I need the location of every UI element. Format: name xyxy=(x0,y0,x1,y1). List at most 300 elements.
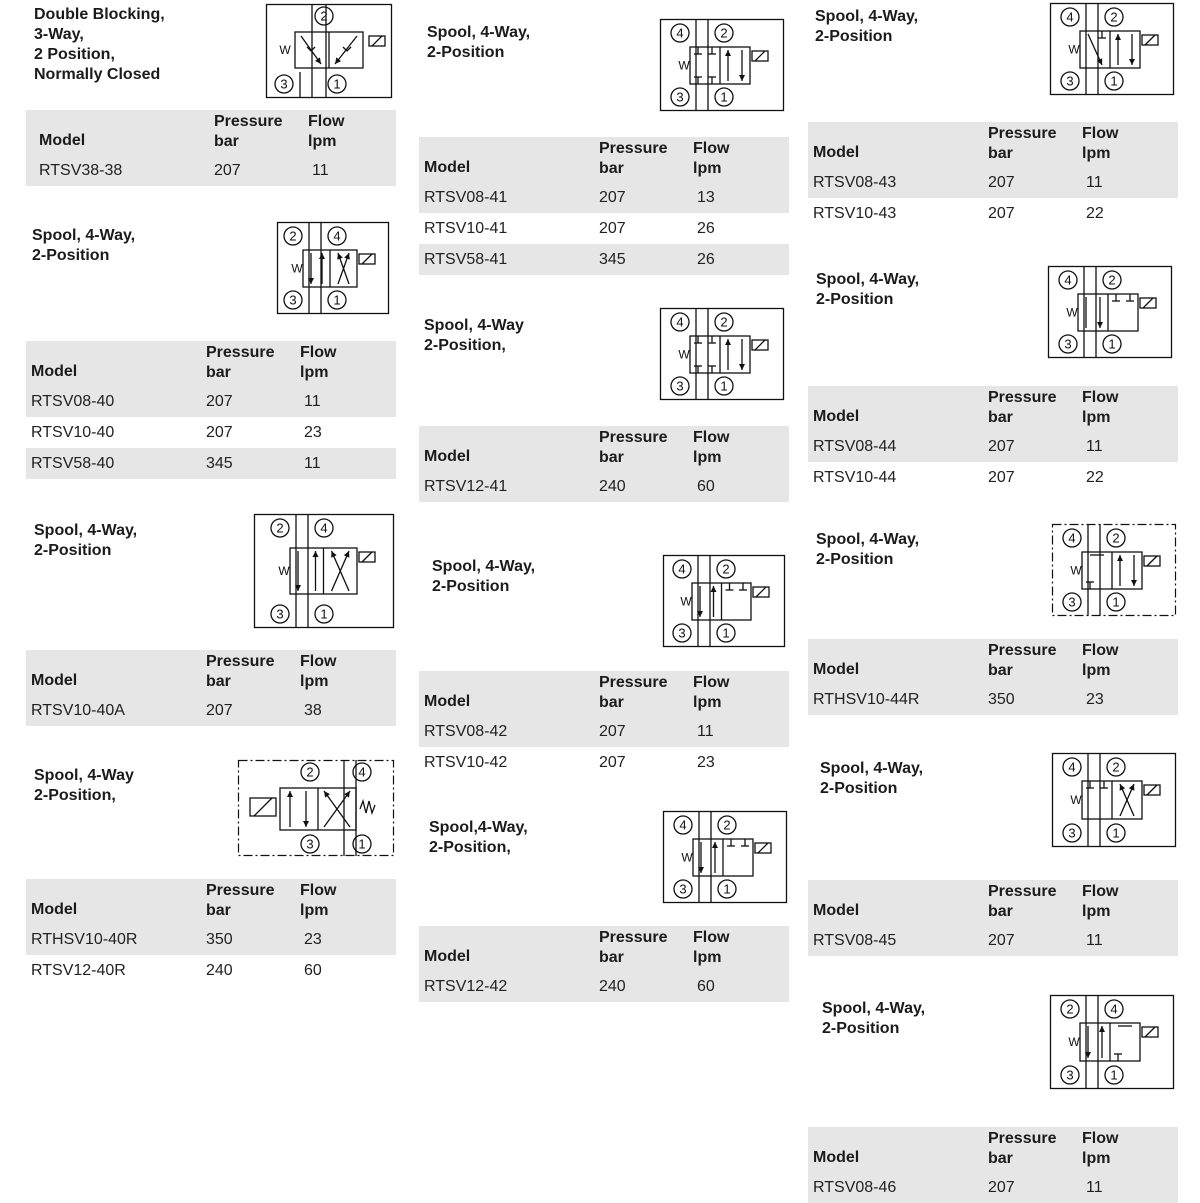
hydraulic-symbol-diagram xyxy=(663,811,787,903)
cell-flow: 23 xyxy=(304,931,322,948)
table-row xyxy=(26,955,396,986)
column-header-flow: Flow xyxy=(308,113,345,130)
column-header-model: Model xyxy=(813,661,860,678)
spring-symbol xyxy=(360,801,375,813)
valve-symbol xyxy=(661,308,784,400)
column-header-pressure-unit: bar xyxy=(599,160,624,177)
solenoid-slash xyxy=(756,587,766,597)
column-header-pressure: Pressure xyxy=(599,429,668,446)
spec-table xyxy=(808,880,1178,956)
port-number: 3 xyxy=(679,881,687,897)
valve-title xyxy=(32,226,135,266)
table-row xyxy=(808,167,1178,198)
column-header-flow: Flow xyxy=(693,674,730,691)
column-header-model: Model xyxy=(813,1149,860,1166)
port-number: 2 xyxy=(1110,9,1118,25)
arrow-head xyxy=(324,791,330,798)
title-line: 2-Position, xyxy=(429,839,511,856)
title-line: 2-Position, xyxy=(424,337,506,354)
column-header-pressure: Pressure xyxy=(988,125,1057,142)
column-header-model: Model xyxy=(31,901,78,918)
valve-symbol xyxy=(1051,995,1174,1089)
valve-symbol xyxy=(664,811,787,903)
cell-pressure: 207 xyxy=(988,438,1015,455)
column-header-pressure-unit: bar xyxy=(988,409,1013,426)
port-number: 2 xyxy=(720,314,728,330)
valve-symbol xyxy=(661,19,784,111)
arrow-head xyxy=(303,821,309,827)
cell-flow: 11 xyxy=(1086,174,1103,191)
port-number: 4 xyxy=(1110,1001,1118,1017)
port-number: 4 xyxy=(1068,759,1076,775)
title-line: 2-Position, xyxy=(34,787,116,804)
cell-pressure: 207 xyxy=(988,174,1015,191)
cell-model: RTHSV10-40R xyxy=(31,931,138,948)
title-line: Spool, 4-Way, xyxy=(816,531,920,548)
port-number: 3 xyxy=(1066,73,1074,89)
solenoid-slash xyxy=(1145,35,1155,45)
column-header-model: Model xyxy=(424,159,471,176)
title-line: 2-Position xyxy=(820,780,898,797)
column-header-model: Model xyxy=(424,693,471,710)
spec-table xyxy=(419,426,789,502)
arrow-head xyxy=(313,551,319,557)
valve-title xyxy=(34,521,137,561)
hydraulic-symbol-diagram xyxy=(663,555,785,647)
hydraulic-symbol-diagram xyxy=(660,308,784,400)
cell-flow: 11 xyxy=(1086,1179,1103,1196)
table-row xyxy=(419,747,789,778)
solenoid-slash xyxy=(755,340,765,350)
port-number: 3 xyxy=(1066,1067,1074,1083)
port-number: 2 xyxy=(1112,759,1120,775)
cell-flow: 11 xyxy=(304,393,321,410)
spec-table xyxy=(26,110,396,186)
cell-flow: 23 xyxy=(697,754,715,771)
column-header-flow: Flow xyxy=(693,140,730,157)
valve-symbol xyxy=(664,555,785,647)
port-number: 3 xyxy=(276,606,284,622)
column-header-flow: Flow xyxy=(693,429,730,446)
port-number: 2 xyxy=(723,817,731,833)
title-line: Spool, 4-Way xyxy=(34,767,134,784)
valve-title xyxy=(820,759,923,799)
column-header-flow: Flow xyxy=(300,882,337,899)
column-header-pressure: Pressure xyxy=(206,882,275,899)
cell-pressure: 240 xyxy=(599,478,626,495)
hydraulic-symbol-diagram xyxy=(1048,266,1172,358)
cell-model: RTSV08-43 xyxy=(813,174,897,191)
column-header-pressure: Pressure xyxy=(988,883,1057,900)
table-row xyxy=(419,716,789,747)
hydraulic-symbol-diagram xyxy=(266,4,392,98)
cell-model: RTSV10-41 xyxy=(424,220,508,237)
solenoid-slash xyxy=(1147,556,1157,566)
port-number: 1 xyxy=(320,606,328,622)
port-number: 2 xyxy=(1108,272,1116,288)
column-header-model: Model xyxy=(813,902,860,919)
arrow-head xyxy=(344,791,350,798)
column-header-flow-unit: lpm xyxy=(1082,662,1111,679)
column-header-pressure-unit: bar xyxy=(988,903,1013,920)
arrow-head xyxy=(287,791,293,797)
spring-label: W xyxy=(279,43,291,57)
valve-title xyxy=(815,7,918,47)
arrow-head xyxy=(1099,1026,1105,1032)
column-header-flow: Flow xyxy=(1082,389,1119,406)
port-number: 1 xyxy=(720,89,728,105)
port-number: 2 xyxy=(1112,530,1120,546)
port-number: 1 xyxy=(722,625,730,641)
valve-symbol xyxy=(267,4,392,98)
column-header-pressure-unit: bar xyxy=(214,133,239,150)
cell-model: RTSV10-40A xyxy=(31,702,125,719)
arrow-head xyxy=(315,57,321,64)
table-row xyxy=(419,244,789,275)
cell-pressure: 350 xyxy=(206,931,233,948)
solenoid-slash xyxy=(1147,785,1157,795)
arrow-head xyxy=(725,339,731,345)
port-number: 4 xyxy=(1066,9,1074,25)
title-line: 2 Position, xyxy=(34,46,115,63)
table-row xyxy=(808,462,1178,493)
port-number: 1 xyxy=(333,292,341,308)
cell-pressure: 207 xyxy=(988,205,1015,222)
title-line: Spool, 4-Way xyxy=(424,317,524,334)
column-header-pressure: Pressure xyxy=(206,653,275,670)
column-header-flow: Flow xyxy=(300,344,337,361)
valve-title xyxy=(822,999,925,1039)
title-line: 3-Way, xyxy=(34,26,84,43)
column-header-pressure: Pressure xyxy=(599,140,668,157)
column-header-flow: Flow xyxy=(1082,883,1119,900)
cell-flow: 26 xyxy=(697,220,715,237)
port-number: 4 xyxy=(1064,272,1072,288)
column-header-pressure: Pressure xyxy=(988,642,1057,659)
cell-model: RTSV12-40R xyxy=(31,962,126,979)
port-number: 1 xyxy=(333,76,341,92)
port-number: 1 xyxy=(723,881,731,897)
arrow-head xyxy=(711,586,717,592)
port-number: 4 xyxy=(678,561,686,577)
column-header-model: Model xyxy=(424,948,471,965)
column-header-pressure-unit: bar xyxy=(206,673,231,690)
valve-title xyxy=(424,316,524,356)
cell-flow: 26 xyxy=(697,251,715,268)
port-number: 3 xyxy=(289,292,297,308)
solenoid-slash xyxy=(1145,1027,1155,1037)
column-header-flow: Flow xyxy=(1082,1130,1119,1147)
column-header-pressure-unit: bar xyxy=(599,449,624,466)
cell-model: RTSV10-40 xyxy=(31,424,115,441)
cell-flow: 22 xyxy=(1086,205,1104,222)
valve-symbol xyxy=(1053,524,1176,616)
column-header-flow-unit: lpm xyxy=(1082,145,1111,162)
port-number: 1 xyxy=(1110,1067,1118,1083)
table-row xyxy=(419,182,789,213)
cell-model: RTSV12-41 xyxy=(424,478,508,495)
spring-label: W xyxy=(1068,1035,1080,1049)
cell-model: RTHSV10-44R xyxy=(813,691,920,708)
cell-model: RTSV12-42 xyxy=(424,978,508,995)
table-row xyxy=(419,471,789,502)
cell-pressure: 207 xyxy=(988,1179,1015,1196)
cell-pressure: 207 xyxy=(599,723,626,740)
arrow-head xyxy=(1129,59,1135,65)
title-line: Normally Closed xyxy=(34,66,161,83)
table-row xyxy=(26,386,396,417)
cell-model: RTSV08-45 xyxy=(813,932,897,949)
column-header-flow-unit: lpm xyxy=(693,449,722,466)
spring-label: W xyxy=(278,564,290,578)
column-header-flow: Flow xyxy=(1082,125,1119,142)
title-line: 2-Position xyxy=(432,578,510,595)
port-number: 3 xyxy=(306,836,314,852)
column-header-pressure: Pressure xyxy=(599,929,668,946)
title-line: Spool, 4-Way, xyxy=(816,271,920,288)
solenoid-slash xyxy=(372,36,382,46)
port-number: 4 xyxy=(1068,530,1076,546)
spring-label: W xyxy=(1066,305,1078,320)
port-number: 3 xyxy=(280,76,288,92)
cell-model: RTSV10-44 xyxy=(813,469,897,486)
solenoid-slash xyxy=(362,254,372,264)
cell-pressure: 240 xyxy=(599,978,626,995)
cell-flow: 11 xyxy=(1086,932,1103,949)
title-line: 2-Position xyxy=(815,28,893,45)
spec-table xyxy=(808,386,1178,493)
column-header-model: Model xyxy=(39,132,86,149)
cell-model: RTSV08-40 xyxy=(31,393,115,410)
spec-table xyxy=(26,650,396,726)
port-number: 1 xyxy=(1108,336,1116,352)
hydraulic-symbol-diagram xyxy=(1050,995,1174,1089)
cell-flow: 11 xyxy=(1086,438,1103,455)
title-line: 2-Position xyxy=(816,291,894,308)
spring-label: W xyxy=(291,261,303,276)
port-number: 2 xyxy=(289,228,297,244)
title-line: Spool, 4-Way, xyxy=(432,558,536,575)
table-row xyxy=(808,1172,1178,1203)
valve-title xyxy=(34,766,134,806)
column-header-flow-unit: lpm xyxy=(1082,1150,1111,1167)
spring-label: W xyxy=(680,594,692,609)
spec-table xyxy=(808,122,1178,229)
cell-model: RTSV08-42 xyxy=(424,723,508,740)
hydraulic-symbol-diagram xyxy=(660,19,784,111)
solenoid-slash xyxy=(254,798,272,816)
title-line: 2-Position xyxy=(427,44,505,61)
valve-title xyxy=(427,23,530,63)
column-header-flow: Flow xyxy=(1082,642,1119,659)
cell-pressure: 240 xyxy=(206,962,233,979)
spring-label: W xyxy=(678,347,690,362)
column-header-flow-unit: lpm xyxy=(300,673,329,690)
spec-table xyxy=(808,639,1178,715)
hydraulic-symbol-diagram xyxy=(277,222,389,314)
cell-pressure: 207 xyxy=(599,220,626,237)
port-number: 2 xyxy=(320,8,328,24)
cell-pressure: 345 xyxy=(206,455,233,472)
cell-flow: 23 xyxy=(1086,691,1104,708)
table-row xyxy=(808,925,1178,956)
solenoid-slash xyxy=(755,51,765,61)
cell-model: RTSV10-43 xyxy=(813,205,897,222)
column-header-pressure-unit: bar xyxy=(206,364,231,381)
table-row xyxy=(26,695,396,726)
arrow-head xyxy=(1131,580,1137,586)
title-line: Spool, 4-Way, xyxy=(820,760,924,777)
cell-flow: 60 xyxy=(697,478,715,495)
solenoid-slash xyxy=(758,843,768,853)
hydraulic-symbol-diagram xyxy=(238,760,394,856)
title-line: 2-Position xyxy=(816,551,894,568)
cell-flow: 13 xyxy=(697,189,715,206)
cell-flow: 38 xyxy=(304,702,322,719)
cell-model: RTSV08-46 xyxy=(813,1179,897,1196)
solenoid-slash xyxy=(1143,298,1153,308)
column-header-model: Model xyxy=(31,363,78,380)
port-number: 3 xyxy=(678,625,686,641)
column-header-pressure: Pressure xyxy=(214,113,283,130)
cell-pressure: 207 xyxy=(206,702,233,719)
valve-symbol xyxy=(255,514,394,628)
cell-pressure: 207 xyxy=(214,162,241,179)
column-header-flow-unit: lpm xyxy=(693,694,722,711)
table-row xyxy=(808,431,1178,462)
cell-model: RTSV08-41 xyxy=(424,189,508,206)
column-header-flow-unit: lpm xyxy=(693,949,722,966)
column-header-pressure: Pressure xyxy=(599,674,668,691)
spring-label: W xyxy=(1070,793,1082,807)
valve-title xyxy=(816,530,919,570)
valve-symbol xyxy=(1053,753,1176,847)
valve-symbol xyxy=(278,222,389,314)
valve-symbol xyxy=(1051,3,1174,95)
valve-symbol xyxy=(1049,266,1172,358)
column-header-pressure: Pressure xyxy=(988,389,1057,406)
valve-title xyxy=(34,5,165,85)
column-header-flow-unit: lpm xyxy=(300,902,329,919)
cell-model: RTSV08-44 xyxy=(813,438,897,455)
hydraulic-symbol-diagram xyxy=(1052,524,1176,616)
column-header-flow: Flow xyxy=(693,929,730,946)
arrow-head xyxy=(739,75,745,81)
port-number: 2 xyxy=(722,561,730,577)
port-number: 3 xyxy=(1068,825,1076,841)
arrow-head xyxy=(319,253,325,259)
port-number: 1 xyxy=(720,378,728,394)
table-row xyxy=(26,155,396,186)
spec-table xyxy=(26,341,396,479)
port-number: 1 xyxy=(1110,73,1118,89)
port-number: 1 xyxy=(358,836,366,852)
table-row xyxy=(808,684,1178,715)
arrow-head xyxy=(725,50,731,56)
title-line: Spool, 4-Way, xyxy=(815,8,919,25)
cell-pressure: 207 xyxy=(206,424,233,441)
port-number: 1 xyxy=(1112,825,1120,841)
cell-pressure: 207 xyxy=(988,932,1015,949)
table-row xyxy=(26,448,396,479)
cell-pressure: 207 xyxy=(599,189,626,206)
table-row xyxy=(808,198,1178,229)
spec-table xyxy=(419,926,789,1002)
cell-model: RTSV58-41 xyxy=(424,251,508,268)
column-header-pressure-unit: bar xyxy=(988,145,1013,162)
cell-flow: 22 xyxy=(1086,469,1104,486)
arrow-head xyxy=(1117,555,1123,561)
valve-title xyxy=(816,270,919,310)
column-header-pressure-unit: bar xyxy=(988,1150,1013,1167)
solenoid-slash xyxy=(362,552,372,562)
spec-table xyxy=(26,879,396,986)
arrow-head xyxy=(1115,34,1121,40)
port-number: 2 xyxy=(306,764,314,780)
spring-label: W xyxy=(1068,42,1080,57)
table-row xyxy=(26,924,396,955)
port-number: 3 xyxy=(1064,336,1072,352)
cell-pressure: 207 xyxy=(988,469,1015,486)
column-header-flow-unit: lpm xyxy=(308,133,337,150)
cell-flow: 11 xyxy=(312,162,329,179)
column-header-model: Model xyxy=(31,672,78,689)
table-row xyxy=(26,417,396,448)
port-number: 4 xyxy=(676,314,684,330)
column-header-model: Model xyxy=(813,144,860,161)
column-header-pressure-unit: bar xyxy=(599,949,624,966)
spring-label: W xyxy=(681,850,693,865)
cell-model: RTSV10-42 xyxy=(424,754,508,771)
hydraulic-symbol-diagram xyxy=(254,514,394,628)
hydraulic-symbol-diagram xyxy=(1052,753,1176,847)
column-header-model: Model xyxy=(424,448,471,465)
column-header-pressure: Pressure xyxy=(206,344,275,361)
column-header-flow-unit: lpm xyxy=(300,364,329,381)
port-number: 4 xyxy=(333,228,341,244)
hydraulic-symbol-diagram xyxy=(1050,3,1174,95)
title-line: Spool,4-Way, xyxy=(429,819,528,836)
port-number: 2 xyxy=(276,520,284,536)
column-header-pressure-unit: bar xyxy=(599,694,624,711)
cell-pressure: 207 xyxy=(599,754,626,771)
column-header-pressure: Pressure xyxy=(988,1130,1057,1147)
column-header-pressure-unit: bar xyxy=(988,662,1013,679)
port-number: 4 xyxy=(358,764,366,780)
cell-flow: 60 xyxy=(304,962,322,979)
cell-model: RTSV58-40 xyxy=(31,455,115,472)
cell-pressure: 345 xyxy=(599,251,626,268)
port-number: 4 xyxy=(679,817,687,833)
cell-pressure: 350 xyxy=(988,691,1015,708)
cell-pressure: 207 xyxy=(206,393,233,410)
port-number: 3 xyxy=(676,89,684,105)
column-header-flow-unit: lpm xyxy=(1082,409,1111,426)
title-line: Double Blocking, xyxy=(34,6,165,23)
port-number: 3 xyxy=(676,378,684,394)
title-line: Spool, 4-Way, xyxy=(32,227,136,244)
title-line: Spool, 4-Way, xyxy=(427,24,531,41)
title-line: 2-Position xyxy=(32,247,110,264)
spec-table xyxy=(808,1127,1178,1203)
port-number: 2 xyxy=(1066,1001,1074,1017)
column-header-model: Model xyxy=(813,408,860,425)
title-line: 2-Position xyxy=(34,542,112,559)
arrow-head xyxy=(739,364,745,370)
port-number: 2 xyxy=(720,25,728,41)
title-line: Spool, 4-Way, xyxy=(34,522,138,539)
cell-flow: 23 xyxy=(304,424,322,441)
